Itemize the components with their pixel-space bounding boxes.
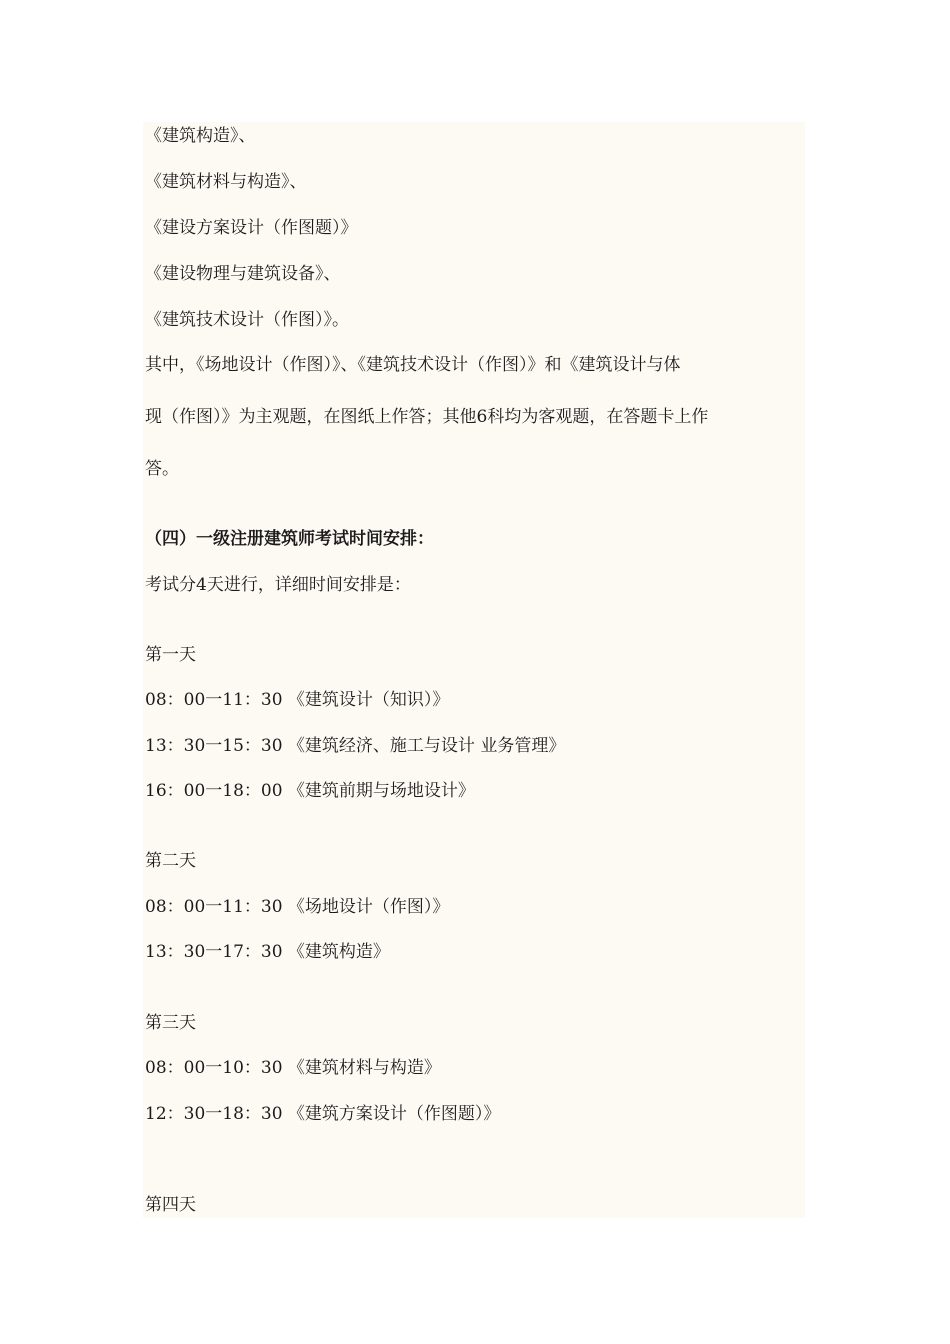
note-paragraph-line: 答。: [145, 459, 179, 479]
schedule-session: 12：30一18：30 《建筑方案设计（作图题）》: [145, 1104, 501, 1124]
schedule-session: 08：00一11：30 《场地设计（作图）》: [145, 897, 450, 917]
subject-item: 《建设方案设计（作图题）》: [145, 218, 358, 238]
schedule-session: 13：30一17：30 《建筑构造》: [145, 942, 390, 962]
subject-item: 《建筑材料与构造》、: [145, 172, 307, 192]
schedule-session: 08：00一10：30 《建筑材料与构造》: [145, 1058, 441, 1078]
note-paragraph-line: 其中，《场地设计（作图）》、《建筑技术设计（作图）》和《建筑设计与体: [145, 355, 681, 375]
schedule-session: 08：00一11：30 《建筑设计（知识）》: [145, 690, 450, 710]
day-label: 第三天: [145, 1013, 196, 1033]
schedule-session: 13：30一15：30 《建筑经济、施工与设计 业务管理》: [145, 736, 566, 756]
subject-item: 《建筑构造》、: [145, 126, 256, 146]
day-label: 第一天: [145, 645, 196, 665]
section-intro: 考试分4天进行，详细时间安排是：: [145, 575, 411, 595]
subject-item: 《建筑技术设计（作图）》。: [145, 310, 349, 330]
section-heading: （四）一级注册建筑师考试时间安排：: [145, 529, 434, 549]
day-label: 第四天: [145, 1195, 196, 1215]
day-label: 第二天: [145, 851, 196, 871]
subject-item: 《建设物理与建筑设备》、: [145, 264, 341, 284]
note-paragraph-line: 现（作图）》为主观题，在图纸上作答；其他6科均为客观题，在答题卡上作: [145, 407, 709, 427]
schedule-session: 16：00一18：00 《建筑前期与场地设计》: [145, 781, 475, 801]
document-content-area: [143, 122, 805, 1218]
